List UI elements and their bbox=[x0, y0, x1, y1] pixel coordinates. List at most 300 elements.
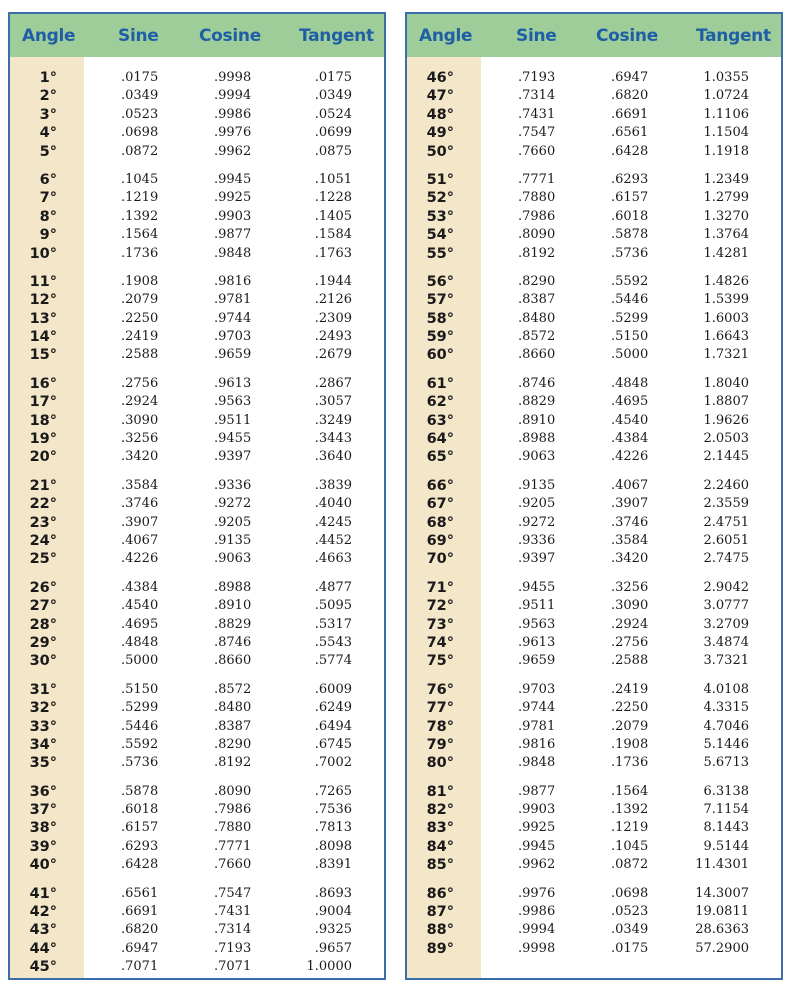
tangent-cell: .6249 bbox=[314, 700, 352, 716]
sine-cell: .5000 bbox=[121, 653, 159, 669]
sine-cell: .2079 bbox=[121, 292, 159, 308]
cosine-cell: .9945 bbox=[214, 171, 252, 187]
tangent-cell: .0175 bbox=[314, 70, 352, 85]
angle-cell: 79° bbox=[426, 736, 454, 753]
table-row bbox=[10, 106, 384, 124]
angle-cell: 32° bbox=[29, 700, 57, 717]
angle-cell: 86° bbox=[426, 885, 454, 902]
table-body bbox=[407, 69, 781, 968]
table-row bbox=[10, 328, 384, 346]
tangent-cell: .0349 bbox=[314, 88, 352, 104]
cosine-cell: .9272 bbox=[214, 496, 252, 512]
table-row bbox=[10, 856, 384, 874]
angle-cell: 76° bbox=[426, 681, 454, 698]
angle-cell: 11° bbox=[29, 273, 57, 290]
cosine-cell: .9659 bbox=[214, 347, 252, 363]
cosine-cell: .2079 bbox=[611, 718, 649, 734]
table-row bbox=[10, 87, 384, 105]
table-row bbox=[407, 346, 781, 364]
tangent-cell: 5.1446 bbox=[703, 736, 749, 752]
tangent-cell: .4663 bbox=[314, 551, 352, 567]
tangent-cell: 1.7321 bbox=[703, 347, 749, 363]
table-row bbox=[407, 885, 781, 903]
sine-cell: .3090 bbox=[121, 412, 159, 428]
angle-cell: 35° bbox=[29, 755, 57, 772]
tangent-cell: .8391 bbox=[314, 857, 352, 873]
table-row bbox=[10, 245, 384, 263]
table-row bbox=[407, 921, 781, 939]
header-tangent: Tangent bbox=[696, 26, 771, 46]
header-cosine: Cosine bbox=[199, 26, 261, 46]
cosine-cell: .9613 bbox=[214, 375, 252, 391]
cosine-cell: .6428 bbox=[611, 143, 649, 159]
table-row bbox=[407, 208, 781, 226]
angle-cell: 52° bbox=[426, 190, 454, 207]
cosine-cell: .7547 bbox=[214, 885, 252, 901]
angle-cell: 67° bbox=[426, 496, 454, 513]
angle-cell: 38° bbox=[29, 820, 57, 837]
table-row bbox=[407, 328, 781, 346]
angle-cell: 31° bbox=[29, 681, 57, 698]
cosine-cell: .7771 bbox=[214, 838, 252, 854]
sine-cell: .7986 bbox=[518, 208, 556, 224]
row-group bbox=[10, 273, 384, 365]
header-angle: Angle bbox=[22, 26, 76, 46]
tangent-cell: 2.4751 bbox=[703, 514, 749, 530]
table-row bbox=[10, 346, 384, 364]
angle-cell: 23° bbox=[29, 514, 57, 531]
row-group bbox=[407, 579, 781, 671]
sine-cell: .2419 bbox=[121, 329, 159, 345]
tangent-cell: .8693 bbox=[314, 885, 352, 901]
angle-cell: 50° bbox=[426, 143, 454, 160]
tangent-cell: 3.2709 bbox=[703, 616, 749, 632]
tangent-cell: 1.0355 bbox=[703, 70, 749, 85]
sine-cell: .9848 bbox=[518, 755, 556, 771]
tangent-cell: 6.3138 bbox=[703, 783, 749, 799]
table-row bbox=[407, 291, 781, 309]
sine-cell: .9877 bbox=[518, 783, 556, 799]
table-row bbox=[10, 189, 384, 207]
angle-cell: 22° bbox=[29, 496, 57, 513]
cosine-cell: .4540 bbox=[611, 412, 649, 428]
cosine-cell: .7193 bbox=[214, 940, 252, 956]
table-row bbox=[407, 310, 781, 328]
table-row bbox=[407, 124, 781, 142]
tangent-cell: .9657 bbox=[314, 940, 352, 956]
angle-cell: 89° bbox=[426, 940, 454, 957]
sine-cell: .8910 bbox=[518, 412, 556, 428]
tangent-cell: 1.1504 bbox=[703, 125, 749, 141]
sine-cell: .7547 bbox=[518, 125, 556, 141]
cosine-cell: .9903 bbox=[214, 208, 252, 224]
angle-cell: 4° bbox=[39, 125, 57, 142]
tangent-cell: 2.9042 bbox=[703, 579, 749, 595]
tangent-cell: .0699 bbox=[314, 125, 352, 141]
tangent-cell: .1051 bbox=[314, 171, 352, 187]
cosine-cell: .5736 bbox=[611, 245, 649, 261]
tangent-cell: .5543 bbox=[314, 634, 352, 650]
tangent-cell: .6009 bbox=[314, 681, 352, 697]
angle-cell: 13° bbox=[29, 310, 57, 327]
table-row bbox=[407, 718, 781, 736]
tangent-cell: .2867 bbox=[314, 375, 352, 391]
angle-cell: 53° bbox=[426, 208, 454, 225]
angle-cell: 6° bbox=[39, 171, 57, 188]
tangent-cell: .1228 bbox=[314, 190, 352, 206]
sine-cell: .9945 bbox=[518, 838, 556, 854]
table-row bbox=[10, 124, 384, 142]
table-row bbox=[10, 310, 384, 328]
table-body bbox=[10, 69, 384, 987]
angle-cell: 2° bbox=[39, 88, 57, 105]
tangent-cell: .4877 bbox=[314, 579, 352, 595]
tangent-cell: 4.7046 bbox=[703, 718, 749, 734]
sine-cell: .6293 bbox=[121, 838, 159, 854]
sine-cell: .0698 bbox=[121, 125, 159, 141]
cosine-cell: .7880 bbox=[214, 820, 252, 836]
cosine-cell: .3746 bbox=[611, 514, 649, 530]
table-row bbox=[10, 801, 384, 819]
sine-cell: .3584 bbox=[121, 477, 159, 493]
sine-cell: .6428 bbox=[121, 857, 159, 873]
angle-cell: 69° bbox=[426, 532, 454, 549]
table-row bbox=[10, 291, 384, 309]
sine-cell: .6018 bbox=[121, 802, 159, 818]
tangent-cell: 1.2799 bbox=[703, 190, 749, 206]
angle-cell: 55° bbox=[426, 245, 454, 262]
sine-cell: .7193 bbox=[518, 70, 556, 85]
cosine-cell: .9563 bbox=[214, 394, 252, 410]
table-row bbox=[10, 514, 384, 532]
table-row bbox=[10, 718, 384, 736]
table-row bbox=[10, 921, 384, 939]
cosine-cell: .8192 bbox=[214, 755, 252, 771]
tangent-cell: 8.1443 bbox=[703, 820, 749, 836]
cosine-cell: .5446 bbox=[611, 292, 649, 308]
table-row bbox=[407, 616, 781, 634]
tangent-cell: .9325 bbox=[314, 922, 352, 938]
angle-cell: 83° bbox=[426, 820, 454, 837]
tangent-cell: 1.1918 bbox=[703, 143, 749, 159]
angle-cell: 21° bbox=[29, 477, 57, 494]
table-row bbox=[407, 393, 781, 411]
cosine-cell: .7986 bbox=[214, 802, 252, 818]
table-row bbox=[407, 532, 781, 550]
table-row bbox=[407, 106, 781, 124]
tangent-cell: .3249 bbox=[314, 412, 352, 428]
tangent-cell: .0875 bbox=[314, 143, 352, 159]
table-row bbox=[10, 477, 384, 495]
cosine-cell: .2588 bbox=[611, 653, 649, 669]
table-row bbox=[407, 681, 781, 699]
table-row bbox=[407, 448, 781, 466]
sine-cell: .7431 bbox=[518, 106, 556, 122]
table-row bbox=[407, 940, 781, 958]
table-row bbox=[407, 754, 781, 772]
angle-cell: 33° bbox=[29, 718, 57, 735]
table-row bbox=[407, 856, 781, 874]
row-group bbox=[10, 69, 384, 161]
tangent-cell: .5317 bbox=[314, 616, 352, 632]
cosine-cell: .9816 bbox=[214, 273, 252, 289]
angle-cell: 56° bbox=[426, 273, 454, 290]
table-row bbox=[10, 69, 384, 87]
cosine-cell: .8090 bbox=[214, 783, 252, 799]
sine-cell: .6561 bbox=[121, 885, 159, 901]
tangent-cell: 1.5399 bbox=[703, 292, 749, 308]
sine-cell: .4848 bbox=[121, 634, 159, 650]
sine-cell: .6691 bbox=[121, 904, 159, 920]
angle-cell: 64° bbox=[426, 431, 454, 448]
sine-cell: .3256 bbox=[121, 431, 159, 447]
cosine-cell: .9781 bbox=[214, 292, 252, 308]
sine-cell: .9563 bbox=[518, 616, 556, 632]
angle-cell: 60° bbox=[426, 347, 454, 364]
angle-cell: 44° bbox=[29, 940, 57, 957]
sine-cell: .2756 bbox=[121, 375, 159, 391]
angle-cell: 87° bbox=[426, 904, 454, 921]
tangent-cell: .7536 bbox=[314, 802, 352, 818]
angle-cell: 61° bbox=[426, 375, 454, 392]
tangent-cell: .3640 bbox=[314, 449, 352, 465]
cosine-cell: .0523 bbox=[611, 904, 649, 920]
cosine-cell: .3420 bbox=[611, 551, 649, 567]
cosine-cell: .6820 bbox=[611, 88, 649, 104]
cosine-cell: .6561 bbox=[611, 125, 649, 141]
tangent-cell: 1.4826 bbox=[703, 273, 749, 289]
tangent-cell: .7002 bbox=[314, 755, 352, 771]
sine-cell: .9703 bbox=[518, 681, 556, 697]
header-sine: Sine bbox=[516, 26, 557, 46]
sine-cell: .3907 bbox=[121, 514, 159, 530]
tangent-cell: .9004 bbox=[314, 904, 352, 920]
tangent-cell: .2126 bbox=[314, 292, 352, 308]
table-row bbox=[10, 903, 384, 921]
table-row bbox=[10, 634, 384, 652]
table-row bbox=[10, 783, 384, 801]
cosine-cell: .8829 bbox=[214, 616, 252, 632]
cosine-cell: .4848 bbox=[611, 375, 649, 391]
cosine-cell: .1219 bbox=[611, 820, 649, 836]
sine-cell: .7071 bbox=[121, 959, 159, 975]
sine-cell: .9336 bbox=[518, 532, 556, 548]
table-row bbox=[407, 514, 781, 532]
table-row bbox=[10, 736, 384, 754]
angle-cell: 63° bbox=[426, 412, 454, 429]
sine-cell: .2588 bbox=[121, 347, 159, 363]
angle-cell: 62° bbox=[426, 394, 454, 411]
tangent-cell: 4.3315 bbox=[703, 700, 749, 716]
angle-cell: 12° bbox=[29, 292, 57, 309]
sine-cell: .6820 bbox=[121, 922, 159, 938]
table-row bbox=[10, 958, 384, 976]
cosine-cell: .9986 bbox=[214, 106, 252, 122]
sine-cell: .4695 bbox=[121, 616, 159, 632]
sine-cell: .8192 bbox=[518, 245, 556, 261]
tangent-cell: 28.6363 bbox=[695, 922, 749, 938]
cosine-cell: .6691 bbox=[611, 106, 649, 122]
tangent-cell: 1.6643 bbox=[703, 329, 749, 345]
table-row bbox=[407, 375, 781, 393]
tangent-cell: 1.2349 bbox=[703, 171, 749, 187]
cosine-cell: .2924 bbox=[611, 616, 649, 632]
sine-cell: .7880 bbox=[518, 190, 556, 206]
cosine-cell: .9925 bbox=[214, 190, 252, 206]
cosine-cell: .2419 bbox=[611, 681, 649, 697]
cosine-cell: .0698 bbox=[611, 885, 649, 901]
angle-cell: 40° bbox=[29, 857, 57, 874]
sine-cell: .8387 bbox=[518, 292, 556, 308]
cosine-cell: .8910 bbox=[214, 598, 252, 614]
table-row bbox=[10, 597, 384, 615]
table-row bbox=[407, 189, 781, 207]
sine-cell: .9998 bbox=[518, 940, 556, 956]
row-group bbox=[407, 885, 781, 959]
sine-cell: .9397 bbox=[518, 551, 556, 567]
header-cosine: Cosine bbox=[596, 26, 658, 46]
sine-cell: .4226 bbox=[121, 551, 159, 567]
sine-cell: .8090 bbox=[518, 227, 556, 243]
cosine-cell: .4067 bbox=[611, 477, 649, 493]
angle-cell: 71° bbox=[426, 579, 454, 596]
row-group bbox=[10, 375, 384, 467]
sine-cell: .5446 bbox=[121, 718, 159, 734]
cosine-cell: .9336 bbox=[214, 477, 252, 493]
angle-cell: 15° bbox=[29, 347, 57, 364]
angle-cell: 80° bbox=[426, 755, 454, 772]
sine-cell: .9205 bbox=[518, 496, 556, 512]
cosine-cell: .0872 bbox=[611, 857, 649, 873]
header-angle: Angle bbox=[419, 26, 473, 46]
angle-cell: 65° bbox=[426, 449, 454, 466]
table-row bbox=[407, 736, 781, 754]
cosine-cell: .2250 bbox=[611, 700, 649, 716]
cosine-cell: .9397 bbox=[214, 449, 252, 465]
sine-cell: .6947 bbox=[121, 940, 159, 956]
table-row bbox=[407, 273, 781, 291]
cosine-cell: .1908 bbox=[611, 736, 649, 752]
tangent-cell: 1.9626 bbox=[703, 412, 749, 428]
angle-cell: 84° bbox=[426, 838, 454, 855]
sine-cell: .9976 bbox=[518, 885, 556, 901]
cosine-cell: .7660 bbox=[214, 857, 252, 873]
tangent-cell: .6494 bbox=[314, 718, 352, 734]
angle-cell: 85° bbox=[426, 857, 454, 874]
cosine-cell: .1045 bbox=[611, 838, 649, 854]
angle-cell: 66° bbox=[426, 477, 454, 494]
sine-cell: .1908 bbox=[121, 273, 159, 289]
cosine-cell: .6947 bbox=[611, 70, 649, 85]
tangent-cell: 1.0724 bbox=[703, 88, 749, 104]
cosine-cell: .9994 bbox=[214, 88, 252, 104]
row-group bbox=[10, 783, 384, 875]
sine-cell: .3746 bbox=[121, 496, 159, 512]
table-row bbox=[10, 616, 384, 634]
cosine-cell: .9063 bbox=[214, 551, 252, 567]
angle-cell: 41° bbox=[29, 885, 57, 902]
header-sine: Sine bbox=[118, 26, 159, 46]
cosine-cell: .4695 bbox=[611, 394, 649, 410]
table-row bbox=[10, 532, 384, 550]
sine-cell: .8829 bbox=[518, 394, 556, 410]
cosine-cell: .9703 bbox=[214, 329, 252, 345]
row-group bbox=[10, 681, 384, 773]
row-group bbox=[407, 69, 781, 161]
tangent-cell: 4.0108 bbox=[703, 681, 749, 697]
row-group bbox=[407, 783, 781, 875]
tangent-cell: 9.5144 bbox=[703, 838, 749, 854]
table-row bbox=[10, 838, 384, 856]
sine-cell: .0523 bbox=[121, 106, 159, 122]
table-row bbox=[10, 579, 384, 597]
tangent-cell: 2.0503 bbox=[703, 431, 749, 447]
cosine-cell: .5592 bbox=[611, 273, 649, 289]
tangent-cell: 1.6003 bbox=[703, 310, 749, 326]
angle-cell: 77° bbox=[426, 700, 454, 717]
cosine-cell: .0175 bbox=[611, 940, 649, 956]
cosine-cell: .5150 bbox=[611, 329, 649, 345]
cosine-cell: .9135 bbox=[214, 532, 252, 548]
table-row bbox=[407, 477, 781, 495]
table-row bbox=[407, 226, 781, 244]
sine-cell: .0872 bbox=[121, 143, 159, 159]
cosine-cell: .9877 bbox=[214, 227, 252, 243]
table-row bbox=[10, 652, 384, 670]
sine-cell: .8988 bbox=[518, 431, 556, 447]
angle-cell: 29° bbox=[29, 634, 57, 651]
tangent-cell: 57.2900 bbox=[695, 940, 749, 956]
angle-cell: 1° bbox=[39, 70, 57, 86]
table-row bbox=[407, 634, 781, 652]
table-row bbox=[407, 597, 781, 615]
tangent-cell: 2.7475 bbox=[703, 551, 749, 567]
cosine-cell: .4226 bbox=[611, 449, 649, 465]
cosine-cell: .8746 bbox=[214, 634, 252, 650]
sine-cell: .9455 bbox=[518, 579, 556, 595]
sine-cell: .2924 bbox=[121, 394, 159, 410]
cosine-cell: .8660 bbox=[214, 653, 252, 669]
table-row bbox=[10, 273, 384, 291]
angle-cell: 20° bbox=[29, 449, 57, 466]
tangent-cell: 14.3007 bbox=[695, 885, 749, 901]
table-row bbox=[407, 69, 781, 87]
trig-table-left bbox=[8, 12, 386, 980]
angle-cell: 42° bbox=[29, 904, 57, 921]
tangent-cell: .1405 bbox=[314, 208, 352, 224]
sine-cell: .4067 bbox=[121, 532, 159, 548]
sine-cell: .7771 bbox=[518, 171, 556, 187]
table-row bbox=[407, 550, 781, 568]
sine-cell: .3420 bbox=[121, 449, 159, 465]
sine-cell: .5299 bbox=[121, 700, 159, 716]
tangent-cell: 2.2460 bbox=[703, 477, 749, 493]
sine-cell: .5736 bbox=[121, 755, 159, 771]
table-row bbox=[407, 495, 781, 513]
angle-cell: 46° bbox=[426, 70, 454, 86]
sine-cell: .4540 bbox=[121, 598, 159, 614]
sine-cell: .7314 bbox=[518, 88, 556, 104]
tangent-cell: .5774 bbox=[314, 653, 352, 669]
table-header bbox=[10, 14, 384, 57]
sine-cell: .9659 bbox=[518, 653, 556, 669]
cosine-cell: .5299 bbox=[611, 310, 649, 326]
sine-cell: .9135 bbox=[518, 477, 556, 493]
trig-table-right bbox=[405, 12, 783, 980]
sine-cell: .1045 bbox=[121, 171, 159, 187]
table-row bbox=[10, 495, 384, 513]
tangent-cell: 19.0811 bbox=[695, 904, 749, 920]
